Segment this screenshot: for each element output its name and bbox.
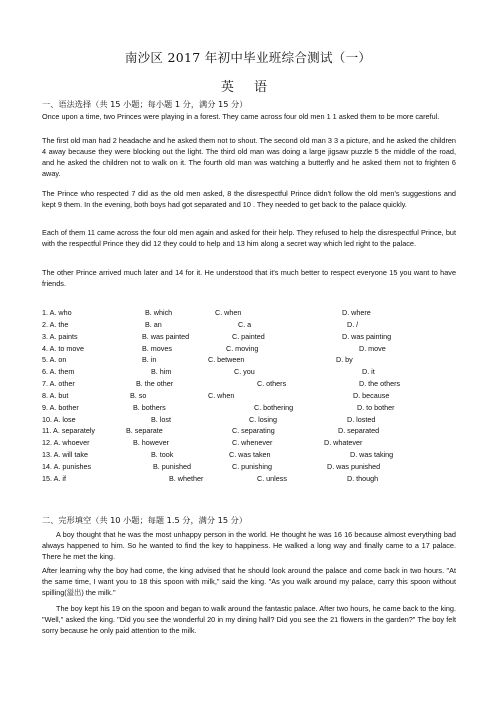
option-c: C. punishing [232, 461, 272, 471]
option-row [42, 367, 462, 379]
option-a: 11. A. separately [42, 426, 96, 436]
option-a: 15. A. if [42, 473, 66, 483]
option-d: D. separated [338, 426, 380, 436]
option-row [42, 403, 462, 415]
option-row [42, 426, 462, 438]
option-row [42, 462, 462, 474]
passage2-paragraph-1: A boy thought that he was the most unhappy person in the world. He thought he was 16 16 because almost everything bad always happened to him. So he wanted to find the key to happiness. He walked a long way and finally came to a 17 palace. There he met the king. [42, 530, 456, 562]
option-d: D. was taking [350, 450, 394, 460]
options-list [42, 308, 462, 486]
option-a: 4. A. to move [42, 343, 84, 353]
option-c: C. you [234, 367, 255, 377]
option-b: B. the other [136, 379, 174, 389]
option-d: D. because [353, 390, 390, 400]
option-row [42, 344, 462, 356]
option-row [42, 391, 462, 403]
option-a: 2. A. the [42, 319, 69, 329]
option-b: B. in [142, 355, 157, 365]
option-c: C. whenever [232, 438, 273, 448]
option-a: 10. A. lose [42, 414, 76, 424]
option-d: D. it [362, 367, 375, 377]
option-a: 13. A. will take [42, 450, 88, 460]
option-d: D. where [342, 308, 371, 317]
option-d: D. was painting [342, 331, 392, 341]
option-d: D. / [347, 319, 359, 329]
option-row [42, 332, 462, 344]
option-c: C. was taken [229, 450, 271, 460]
option-row [42, 474, 462, 486]
option-c: C. unless [257, 473, 287, 483]
option-row [42, 438, 462, 450]
option-row [42, 415, 462, 427]
option-a: 3. A. paints [42, 331, 78, 341]
option-d: D. to bother [357, 402, 395, 412]
option-a: 7. A. other [42, 379, 75, 389]
option-c: C. when [215, 308, 242, 317]
option-row [42, 355, 462, 367]
passage2-paragraph-3: The boy kept his 19 on the spoon and began to walk around the fantastic palace. After two hours, he came back to the king. "Well," asked the king. "Did you see the wonderful 20 in my dining hall? Did you see the 21 flowers in the garden?" The boy felt sorry because he only paid attention to the milk. [42, 604, 456, 636]
option-d: D. though [347, 473, 379, 483]
option-c: C. separating [232, 426, 275, 436]
passage1-paragraph-2: The first old man had 2 headache and he asked them not to shout. The second old man 3 3 a picture, and he asked the children 4 away because they were blocking out the light. The third old man was doing a large jigsaw puzzle 5 the middle of the road, and he asked the children not to walk on it. The fourth old man was watching a butterfly and he asked them not to frighten 6 away. [42, 136, 456, 179]
option-d: D. was punished [327, 461, 381, 471]
option-b: B. whether [169, 473, 204, 483]
option-d: D. the others [359, 379, 401, 389]
option-a: 9. A. bother [42, 402, 79, 412]
option-b: B. him [151, 367, 172, 377]
option-b: B. took [151, 450, 174, 460]
section2-heading: 二、完形填空（共 10 小题；每题 1.5 分，满分 15 分） [42, 515, 248, 525]
option-d: D. by [336, 355, 353, 365]
option-a: 8. A. but [42, 390, 69, 400]
option-c: C. others [257, 379, 287, 389]
option-b: B. however [133, 438, 169, 448]
option-c: C. between [208, 355, 245, 365]
option-d: D. losted [347, 414, 376, 424]
passage1-paragraph-3: The Prince who respected 7 did as the old men asked, 8 the disrespectful Prince didn't follow the old men's suggestions and kept 9 them. In the evening, both boys had got separated and 10 . They needed to get back to the palace quickly. [42, 189, 456, 210]
option-a: 12. A. whoever [42, 438, 90, 448]
option-c: C. moving [226, 343, 259, 353]
section1-heading: 一、语法选择（共 15 小题；每小题 1 分，满分 15 分） [42, 99, 248, 109]
option-b: B. was painted [142, 331, 190, 341]
subject-title: 英 语 [220, 80, 276, 95]
option-b: B. bothers [133, 402, 166, 412]
option-b: B. lost [151, 414, 171, 424]
option-row [42, 308, 462, 320]
option-b: B. which [145, 308, 173, 317]
option-a: 1. A. who [42, 308, 72, 317]
option-row [42, 320, 462, 332]
option-c: C. painted [232, 331, 265, 341]
option-b: B. so [130, 390, 147, 400]
option-d: D. whatever [324, 438, 363, 448]
option-row [42, 379, 462, 391]
passage1-paragraph-4: Each of them 11 came across the four old men again and asked for their help. They refused to help the disrespectful Prince, but with the respectful Prince they did 12 they could to help and 13 him along a secret way which led right to the palace. [42, 228, 456, 249]
passage1-paragraph-1: Once upon a time, two Princes were playing in a forest. They came across four old men 1 1 asked them to be more careful. [42, 112, 440, 121]
option-b: B. an [145, 319, 162, 329]
option-c: C. bothering [254, 402, 294, 412]
passage1-paragraph-5: The other Prince arrived much later and 14 for it. He understood that it's much better to respect everyone 15 you want to have friends. [42, 268, 456, 289]
passage2-paragraph-2: After learning why the boy had come, the king advised that he should look around the palace and come back in two hours. "At the same time, I want you to 18 this spoon with milk," said the king. "As you walk around my palace, carry this spoon without spilling(溢出) the milk." [42, 566, 456, 598]
option-b: B. moves [142, 343, 172, 353]
option-a: 6. A. them [42, 367, 75, 377]
exam-title: 南沙区 2017 年初中毕业班综合测试（一） [124, 50, 372, 65]
option-b: B. separate [126, 426, 163, 436]
option-c: C. when [208, 390, 235, 400]
option-c: C. losing [249, 414, 277, 424]
option-a: 14. A. punishes [42, 461, 92, 471]
option-c: C. a [238, 319, 252, 329]
option-b: B. punished [153, 461, 191, 471]
option-a: 5. A. on [42, 355, 67, 365]
option-d: D. move [359, 343, 386, 353]
option-row [42, 450, 462, 462]
